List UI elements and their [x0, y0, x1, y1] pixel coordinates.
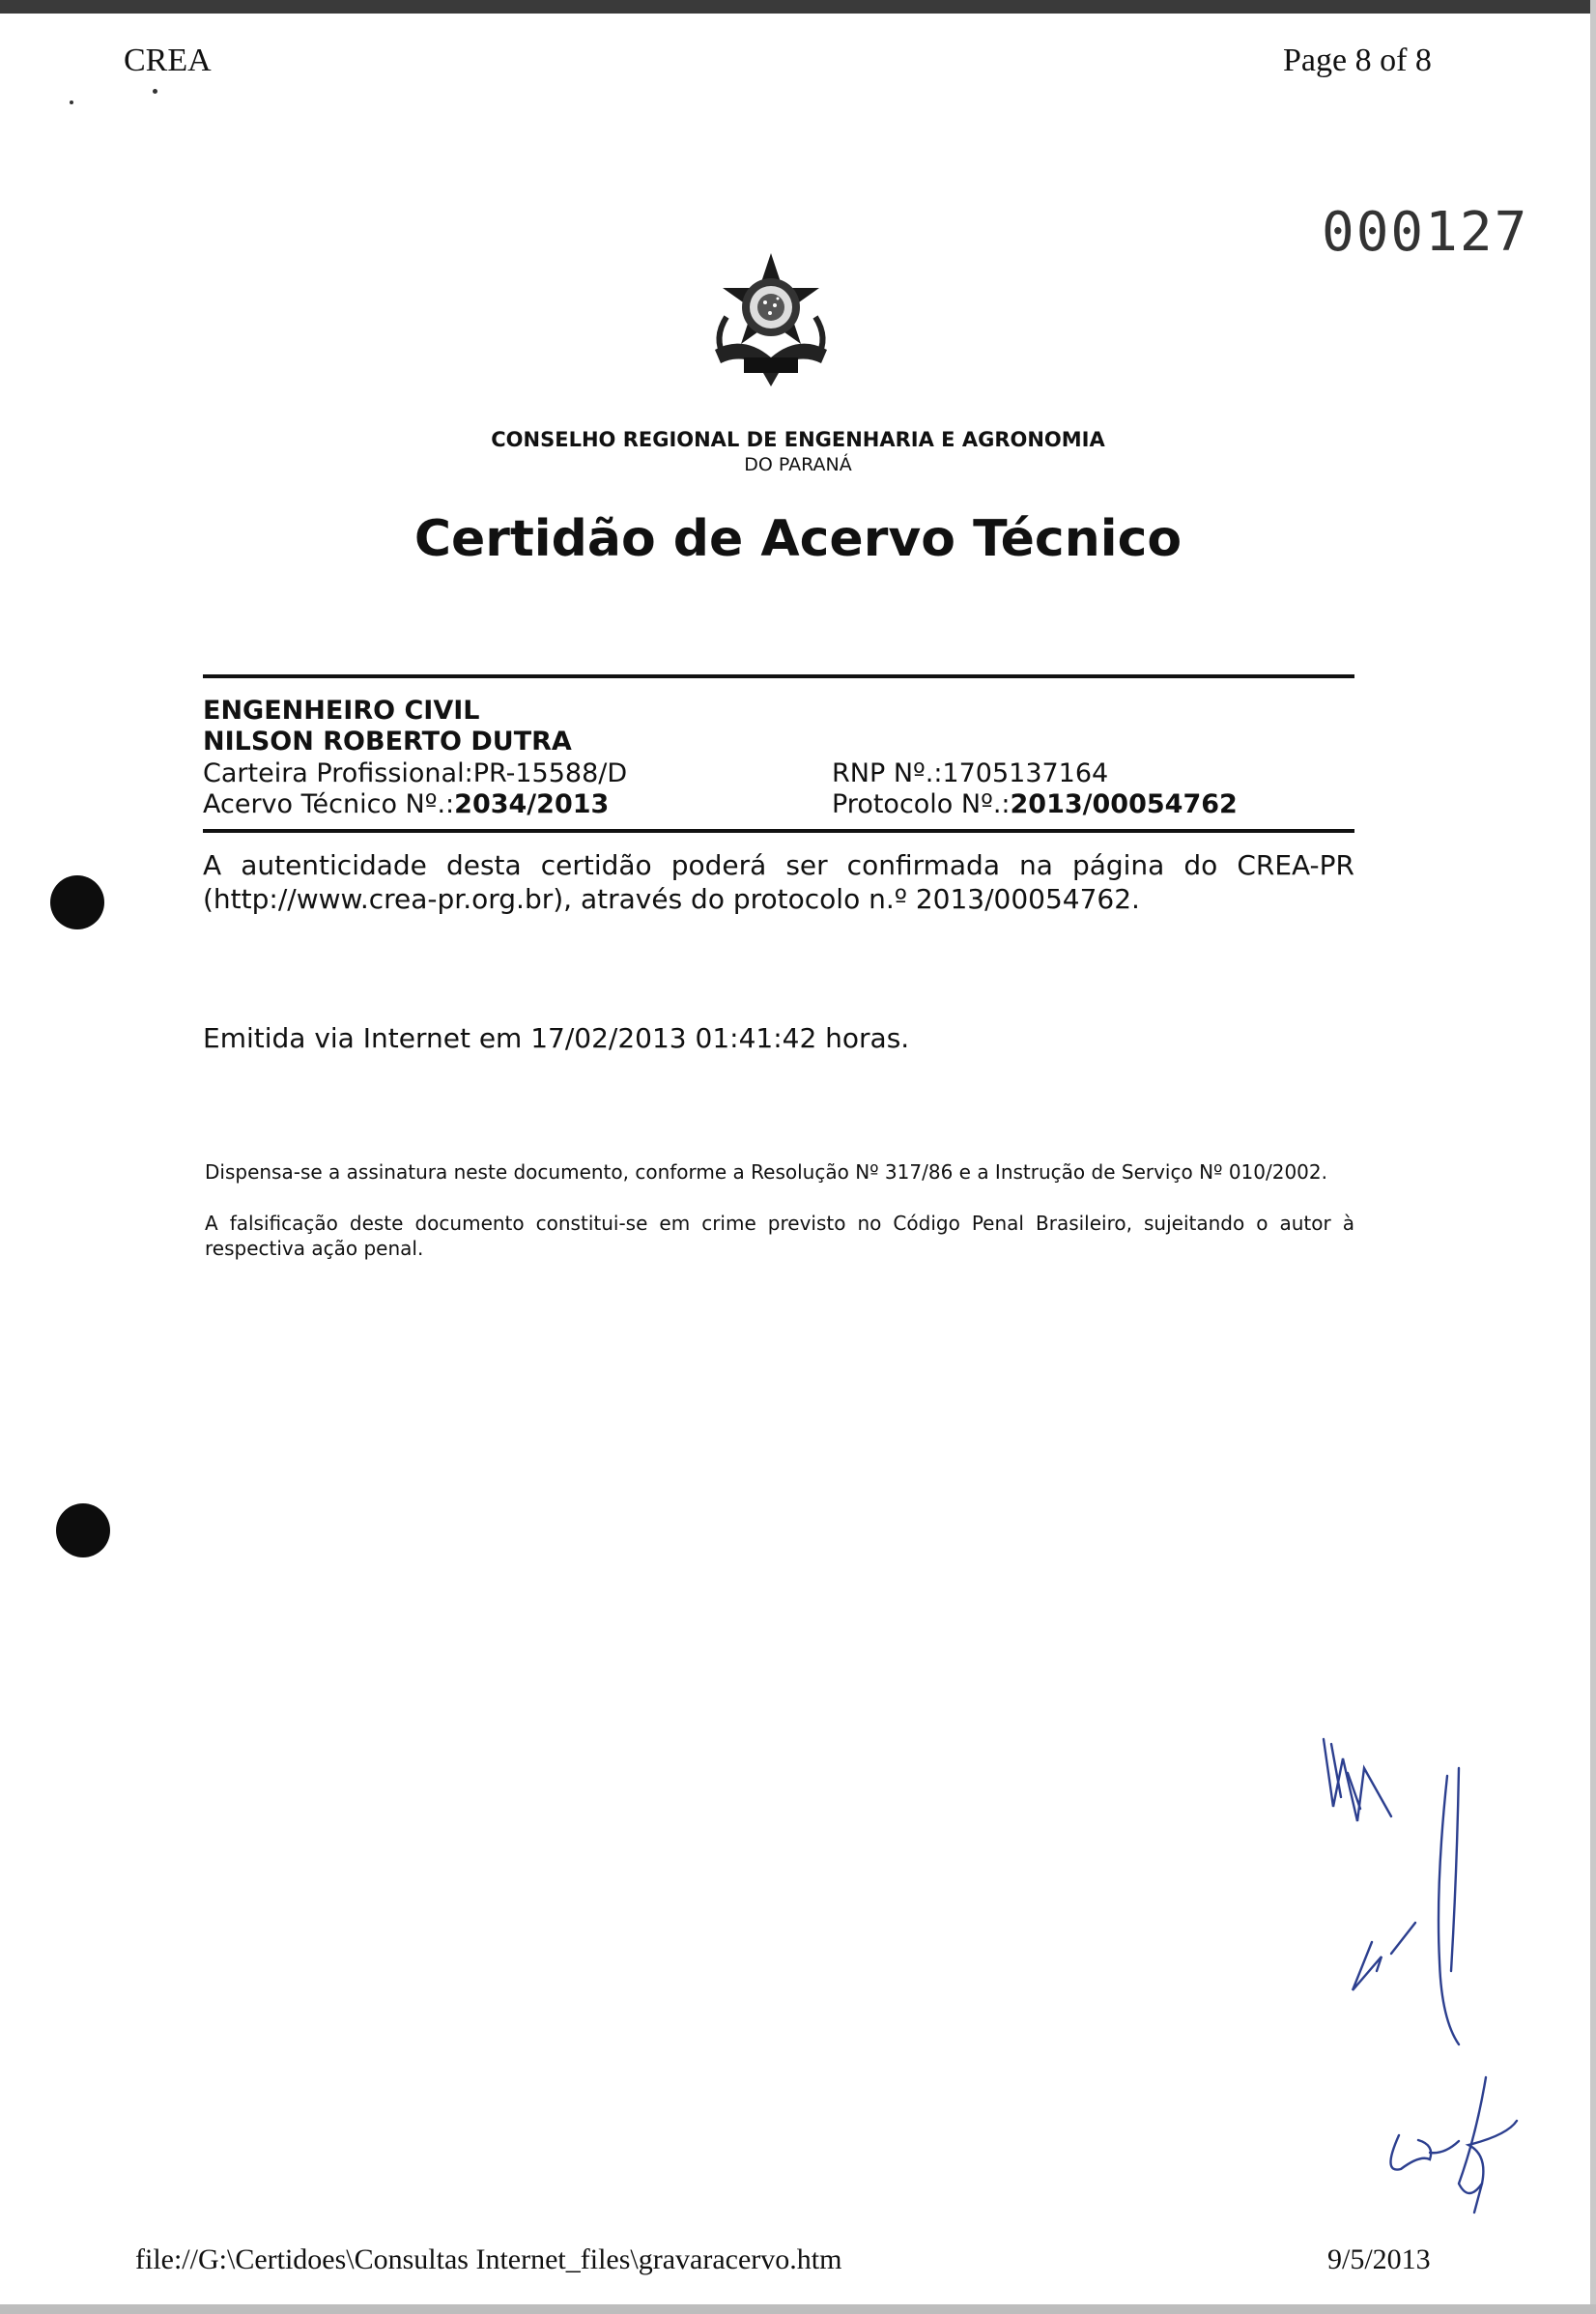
- carteira-label: Carteira Profissional:: [203, 758, 473, 788]
- rnp-label: RNP Nº.:: [832, 758, 943, 788]
- carteira-value: PR-15588/D: [472, 758, 628, 788]
- protocolo-label: Protocolo Nº.:: [832, 789, 1011, 819]
- authenticity-paragraph: A autenticidade desta certidão poderá ser confirmada na página do CREA-PR (http://www.crea-pr.org.br), através do protocolo n.º 2013/00054762.: [203, 849, 1354, 915]
- org-region: DO PARANÁ: [744, 454, 852, 475]
- brazil-coat-of-arms-icon: [705, 249, 837, 390]
- document-title: Certidão de Acervo Técnico: [413, 510, 1183, 568]
- acervo-label: Acervo Técnico Nº.:: [203, 789, 455, 819]
- protocolo-value: 2013/00054762: [1010, 789, 1238, 819]
- punch-hole-upper: [50, 875, 104, 929]
- org-name: CONSELHO REGIONAL DE ENGENHARIA E AGRONOMIA: [491, 428, 1105, 451]
- rnp-field: [832, 758, 1108, 788]
- acervo-field: [203, 789, 609, 819]
- bottom-rule: [203, 829, 1354, 833]
- scan-speck: [70, 100, 73, 104]
- carteira-field: [203, 758, 627, 788]
- header-left: CREA: [124, 43, 212, 78]
- stamp-number: 000127: [1322, 201, 1529, 264]
- footer-print-date: 9/5/2013: [1327, 2243, 1431, 2275]
- acervo-value: 2034/2013: [454, 789, 610, 819]
- signature-waiver-note: Dispensa-se a assinatura neste documento, conforme a Resolução Nº 317/86 e a Instrução de Serviço Nº 010/2002.: [205, 1160, 1327, 1184]
- scan-top-edge: [0, 0, 1596, 14]
- issued-paragraph: Emitida via Internet em 17/02/2013 01:41:42 horas.: [203, 1022, 910, 1054]
- header-page-number: Page 8 of 8: [1283, 43, 1432, 78]
- punch-hole-lower: [56, 1503, 110, 1557]
- footer-file-path: file://G:\Certidoes\Consultas Internet_files\gravaracervo.htm: [135, 2243, 842, 2275]
- professional-name: NILSON ROBERTO DUTRA: [203, 727, 572, 757]
- handwritten-initials: [1275, 1729, 1546, 2222]
- protocolo-field: [832, 789, 1238, 819]
- scan-speck: [153, 89, 157, 94]
- scan-right-edge: [1590, 0, 1596, 2314]
- scan-bottom-edge: [0, 2304, 1596, 2314]
- rnp-value: 1705137164: [942, 758, 1109, 788]
- forgery-warning-note: A falsificação deste documento constitui-se em crime previsto no Código Penal Brasileiro, sujeitando o autor à respectiva ação penal.: [205, 1212, 1354, 1260]
- top-rule: [203, 674, 1354, 678]
- professional-title: ENGENHEIRO CIVIL: [203, 696, 480, 726]
